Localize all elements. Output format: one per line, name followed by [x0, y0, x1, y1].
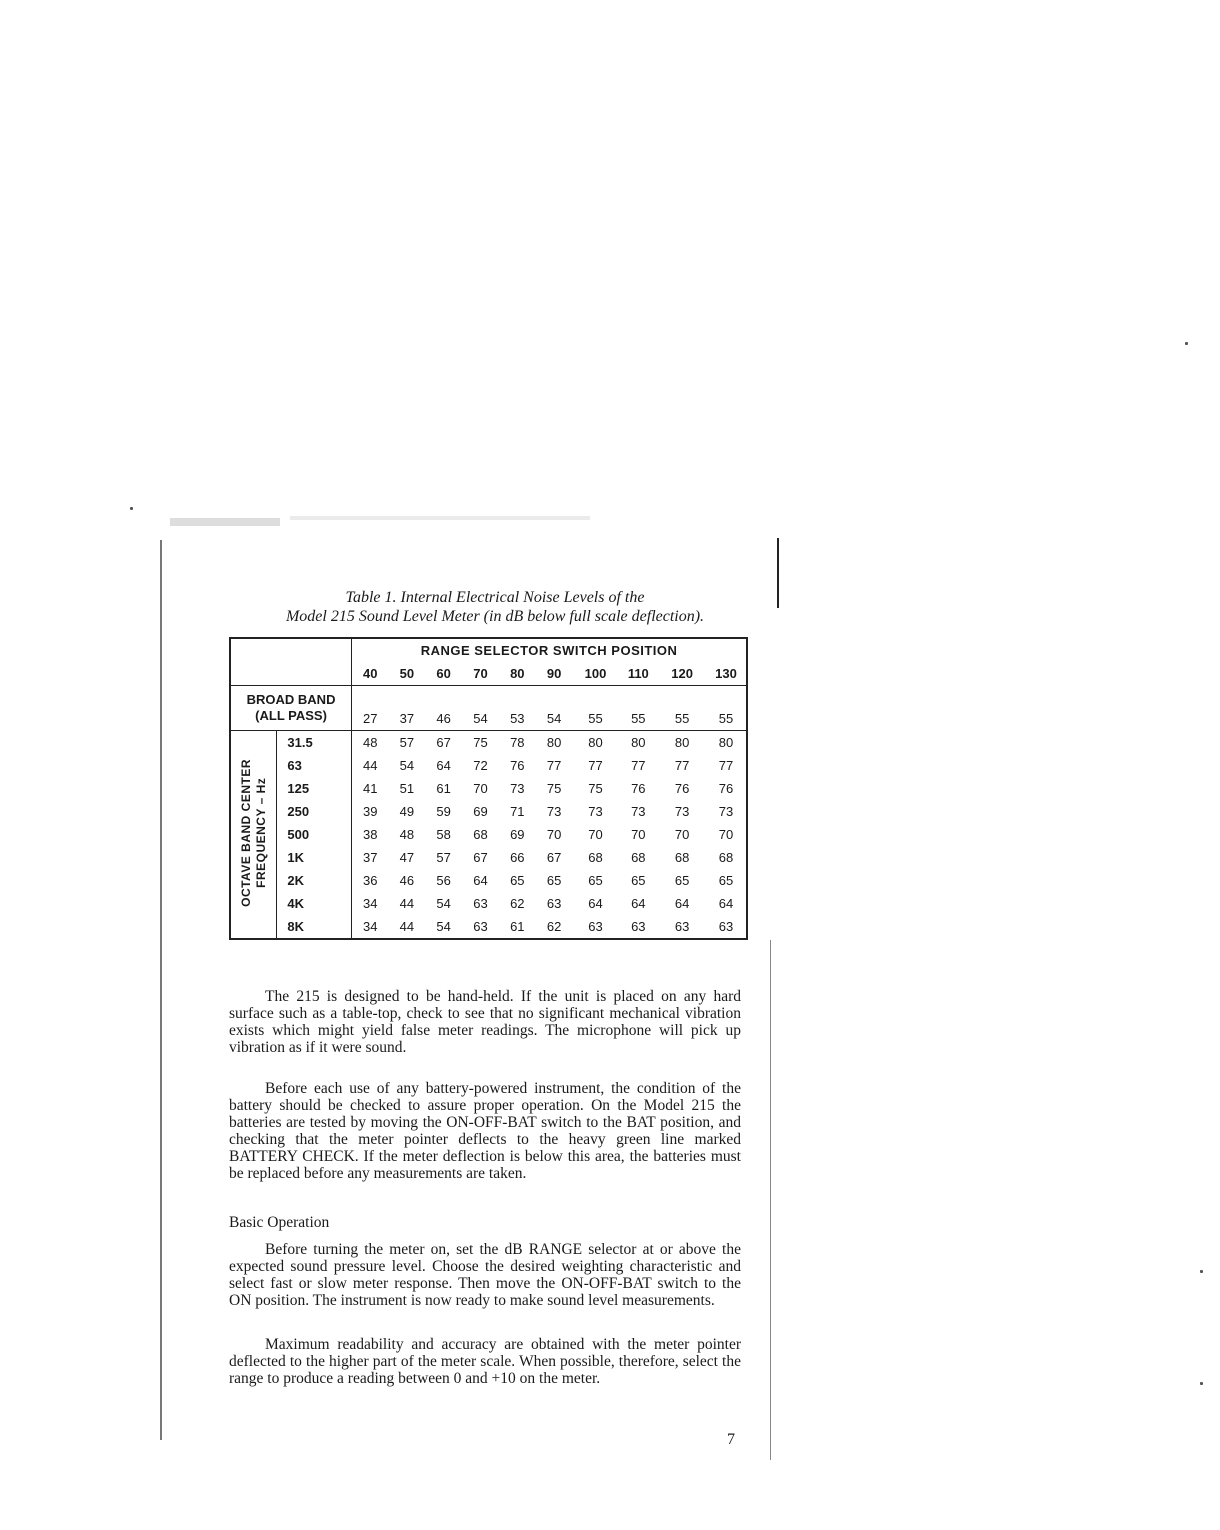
table-cell: 76 — [631, 781, 646, 796]
table-cell: 38 — [363, 827, 378, 842]
table-cell: 76 — [718, 781, 734, 796]
table-cell: 64 — [588, 896, 603, 911]
table-cell: 37 — [363, 850, 378, 865]
table-cell: 65 — [674, 873, 690, 888]
broadband-value: 54 — [536, 686, 573, 731]
frequency-label: 8K — [277, 915, 352, 939]
broadband-label — [230, 686, 352, 731]
table-cell: 80 — [546, 735, 562, 750]
table-cell: 70 — [631, 827, 646, 842]
table-corner — [230, 638, 352, 686]
paragraph-basic-operation — [229, 1241, 741, 1309]
scan-edge-left — [160, 540, 162, 1440]
table-cell: 63 — [473, 919, 488, 934]
broadband-value: 27 — [352, 686, 389, 731]
table-cell: 65 — [718, 873, 734, 888]
table-row — [230, 892, 747, 915]
table-cell: 70 — [718, 827, 734, 842]
table-cell: 68 — [473, 827, 488, 842]
table-cell: 61 — [510, 919, 525, 934]
table-cell: 64 — [674, 896, 690, 911]
column-header: 110 — [618, 662, 658, 686]
column-header: 50 — [388, 662, 425, 686]
table-cell: 34 — [363, 896, 378, 911]
table-cell: 78 — [510, 735, 525, 750]
table-row — [230, 800, 747, 823]
octave-rows — [230, 731, 747, 940]
paragraph-3: Before turning the meter on, set the dB RANGE selector at or above the expected sound pressure level. Choose the desired weighting characteristic and select fast or slow meter response. Then move the ON-OFF-BAT switch to the ON position. The instrument is now ready to make sound level measurements. — [229, 1241, 741, 1309]
table-cell: 65 — [546, 873, 562, 888]
octave-label-line-1: OCTAVE BAND CENTER — [238, 759, 253, 907]
table-cell: 68 — [588, 850, 603, 865]
table-cell: 76 — [674, 781, 690, 796]
table-cell: 69 — [510, 827, 525, 842]
table-cell: 44 — [399, 896, 415, 911]
table-cell: 68 — [631, 850, 646, 865]
column-header: 100 — [573, 662, 619, 686]
section-heading: Basic Operation — [229, 1214, 330, 1231]
column-header: 90 — [536, 662, 573, 686]
table-cell: 73 — [510, 781, 525, 796]
table-cell: 75 — [546, 781, 562, 796]
table-row — [230, 869, 747, 892]
broadband-value: 46 — [425, 686, 462, 731]
table-row — [230, 754, 747, 777]
table-cell: 70 — [588, 827, 603, 842]
table-cell: 77 — [546, 758, 562, 773]
table-cell: 67 — [473, 850, 488, 865]
table-cell: 65 — [588, 873, 603, 888]
table-cell: 48 — [399, 827, 415, 842]
table-caption — [200, 588, 790, 626]
table-cell: 80 — [674, 735, 690, 750]
table-cell: 63 — [718, 919, 734, 934]
scan-speck — [1200, 1382, 1203, 1385]
broadband-value: 53 — [499, 686, 536, 731]
table-cell: 70 — [546, 827, 562, 842]
table-cell: 48 — [363, 735, 378, 750]
table-row — [230, 846, 747, 869]
table-cell: 73 — [588, 804, 603, 819]
broadband-label-2: (ALL PASS) — [255, 708, 327, 723]
table-cell: 41 — [363, 781, 378, 796]
broadband-value: 55 — [658, 686, 706, 731]
table-cell: 65 — [510, 873, 525, 888]
table-cell: 54 — [436, 896, 451, 911]
broadband-value: 37 — [388, 686, 425, 731]
scan-edge-right-lower — [770, 940, 771, 1460]
frequency-label: 500 — [277, 823, 352, 846]
table-cell: 73 — [631, 804, 646, 819]
scan-smudge-top-2 — [290, 516, 590, 520]
table-row — [230, 915, 747, 939]
broadband-value: 55 — [573, 686, 619, 731]
table-cell: 71 — [510, 804, 525, 819]
table-cell: 75 — [588, 781, 603, 796]
table-cell: 68 — [674, 850, 690, 865]
table-cell: 63 — [473, 896, 488, 911]
table-cell: 77 — [631, 758, 646, 773]
table-cell: 76 — [510, 758, 525, 773]
paragraph-4: Maximum readability and accuracy are obtained with the meter pointer deflected to the higher part of the meter scale. When possible, therefore, select the range to produce a reading between 0 and +10 on the meter. — [229, 1336, 741, 1387]
table-cell: 54 — [399, 758, 415, 773]
scan-speck — [130, 507, 133, 510]
broadband-value: 55 — [618, 686, 658, 731]
paragraph-1: The 215 is designed to be hand-held. If the unit is placed on any hard surface such as a table-top, check to see that no significant mechanical vibration exists which might yield false meter readings. The microphone will pick up vibration as if it were sound. — [229, 988, 741, 1056]
table-cell: 62 — [546, 919, 562, 934]
table-cell: 47 — [399, 850, 415, 865]
frequency-label: 2K — [277, 869, 352, 892]
column-header: 40 — [352, 662, 389, 686]
table-cell: 65 — [631, 873, 646, 888]
table-cell: 54 — [436, 919, 451, 934]
table-cell: 64 — [631, 896, 646, 911]
table-cell: 63 — [546, 896, 562, 911]
table-cell: 64 — [718, 896, 734, 911]
table-cell: 67 — [546, 850, 562, 865]
table-cell: 63 — [674, 919, 690, 934]
table-cell: 80 — [631, 735, 646, 750]
table-cell: 68 — [718, 850, 734, 865]
table-cell: 58 — [436, 827, 451, 842]
paragraph-readability — [229, 1336, 741, 1387]
paragraph-2: Before each use of any battery-powered instrument, the condition of the battery should be checked to assure proper operation. On the Model 215 the batteries are tested by moving the ON-OFF-BAT switch to the BAT position, and checking that the meter pointer deflects to the heavy green line marked BATTERY CHECK. If the meter deflection is below this area, the batteries must be replaced before any measurements are taken. — [229, 1080, 741, 1182]
table-cell: 62 — [510, 896, 525, 911]
table-cell: 69 — [473, 804, 488, 819]
table-cell: 64 — [473, 873, 488, 888]
table-cell: 75 — [473, 735, 488, 750]
octave-band-label — [230, 731, 277, 940]
broadband-label-1: BROAD BAND — [246, 692, 336, 707]
scan-smudge-top — [170, 518, 280, 526]
frequency-label: 63 — [277, 754, 352, 777]
broadband-value: 55 — [706, 686, 747, 731]
octave-label-line-2: FREQUENCY – Hz — [253, 777, 268, 889]
paragraph-battery — [229, 1080, 741, 1182]
frequency-label: 125 — [277, 777, 352, 800]
frequency-label: 31.5 — [277, 731, 352, 755]
table-cell: 61 — [436, 781, 451, 796]
range-header: RANGE SELECTOR SWITCH POSITION — [420, 643, 678, 658]
table-cell: 44 — [399, 919, 415, 934]
table-cell: 36 — [363, 873, 378, 888]
paragraph-hand-held — [229, 988, 741, 1056]
table-cell: 46 — [399, 873, 415, 888]
table-cell: 73 — [718, 804, 734, 819]
table-cell: 73 — [674, 804, 690, 819]
table-cell: 70 — [473, 781, 488, 796]
table-cell: 49 — [399, 804, 415, 819]
table-cell: 77 — [718, 758, 734, 773]
table-cell: 63 — [631, 919, 646, 934]
table-cell: 39 — [363, 804, 378, 819]
table-cell: 56 — [436, 873, 451, 888]
table-cell: 80 — [718, 735, 734, 750]
column-header: 120 — [658, 662, 706, 686]
frequency-label: 250 — [277, 800, 352, 823]
table-cell: 63 — [588, 919, 603, 934]
noise-level-table — [229, 637, 748, 940]
table-cell: 64 — [436, 758, 451, 773]
table-cell: 72 — [473, 758, 488, 773]
page-number: 7 — [727, 1431, 735, 1448]
frequency-label: 4K — [277, 892, 352, 915]
table-cell: 44 — [363, 758, 378, 773]
broadband-value: 54 — [462, 686, 499, 731]
table-cell: 70 — [674, 827, 690, 842]
table-cell: 34 — [363, 919, 378, 934]
octave-band-label-text — [239, 759, 269, 907]
table-cell: 59 — [436, 804, 451, 819]
scan-speck — [1185, 342, 1188, 345]
table-row — [230, 777, 747, 800]
table-cell: 80 — [588, 735, 603, 750]
table-cell: 57 — [436, 850, 451, 865]
column-header: 80 — [499, 662, 536, 686]
table-row — [230, 823, 747, 846]
column-header: 70 — [462, 662, 499, 686]
column-header: 130 — [706, 662, 747, 686]
table-cell: 77 — [674, 758, 690, 773]
table-cell: 51 — [399, 781, 415, 796]
table-cell: 57 — [399, 735, 415, 750]
column-header: 60 — [425, 662, 462, 686]
table-cell: 67 — [436, 735, 451, 750]
scan-speck — [1200, 1270, 1203, 1273]
caption-line-2: Model 215 Sound Level Meter (in dB below full scale deflection). — [285, 608, 705, 625]
table-cell: 66 — [510, 850, 525, 865]
caption-line-1: Table 1. Internal Electrical Noise Levels of the — [345, 589, 645, 606]
table-cell: 73 — [546, 804, 562, 819]
table-row — [230, 731, 747, 755]
frequency-label: 1K — [277, 846, 352, 869]
table-cell: 77 — [588, 758, 603, 773]
